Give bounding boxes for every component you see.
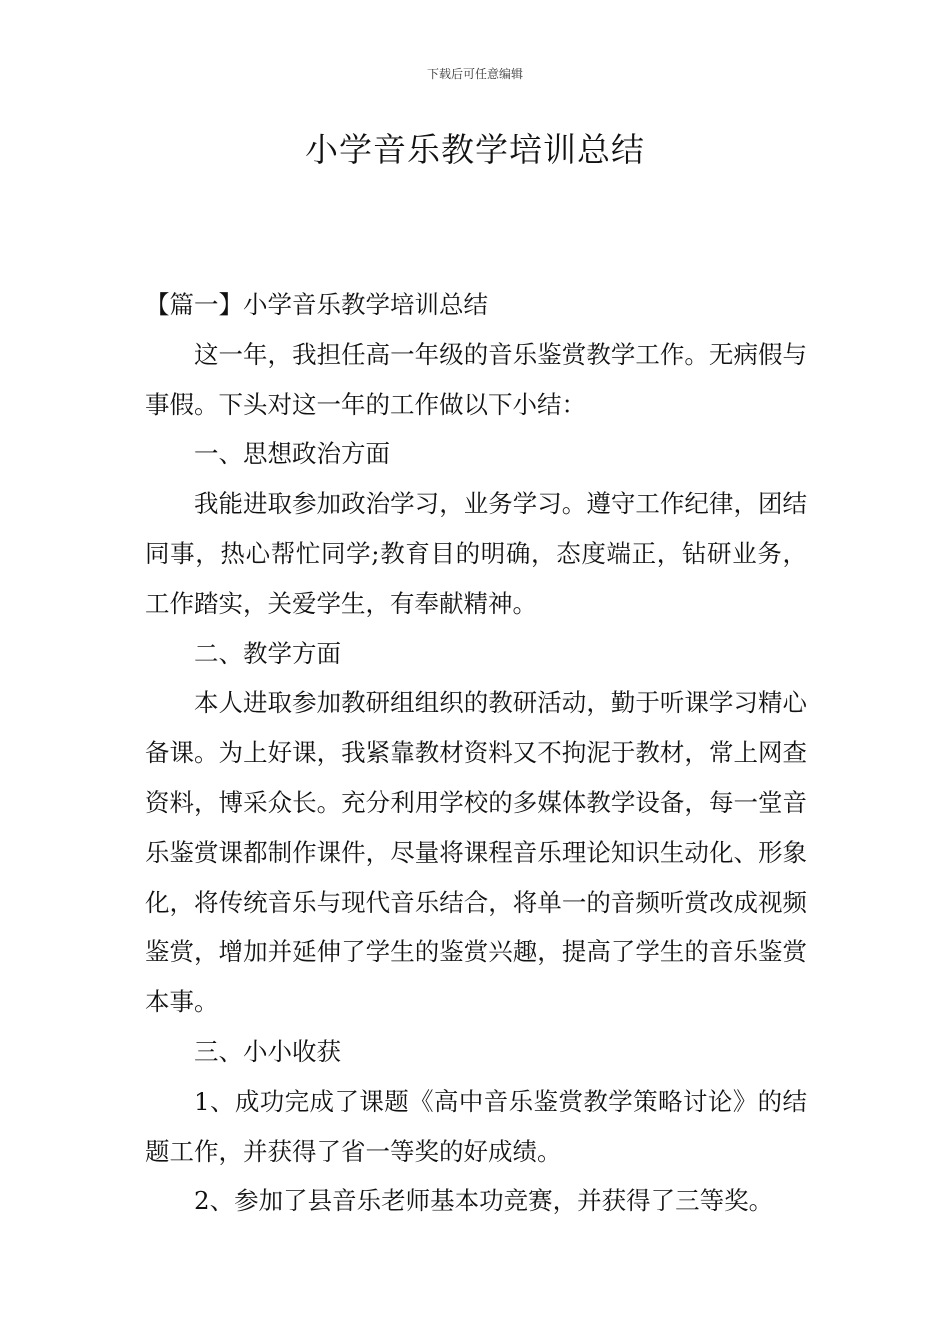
section-heading: 【篇一】小学音乐教学培训总结 bbox=[145, 290, 488, 319]
document-title: 小学音乐教学培训总结 bbox=[305, 130, 645, 169]
paragraph: 1、成功完成了课题《高中音乐鉴赏教学策略讨论》的结题工作，并获得了省一等奖的好成绩。 bbox=[145, 1086, 807, 1166]
paragraph: 我能进取参加政治学习，业务学习。遵守工作纪律，团结同事，热心帮忙同学;教育目的明确，态度端正，钻研业务，工作踏实，关爱学生，有奉献精神。 bbox=[145, 489, 807, 618]
document-body bbox=[145, 280, 807, 1226]
paragraph: 本人进取参加教研组组织的教研活动，勤于听课学习精心备课。为上好课，我紧靠教材资料又不拘泥于教材，常上网查资料，博采众长。充分利用学校的多媒体教学设备，每一堂音乐鉴赏课都制作课件，尽量将课程音乐理论知识生动化、形象化，将传统音乐与现代音乐结合，将单一的音频听赏改成视频鉴赏，增加并延伸了学生的鉴赏兴趣，提高了学生的音乐鉴赏本事。 bbox=[145, 688, 807, 1017]
subheading: 一、思想政治方面 bbox=[194, 439, 390, 469]
header-note: 下载后可任意编辑 bbox=[426, 67, 523, 81]
paragraph: 这一年，我担任高一年级的音乐鉴赏教学工作。无病假与事假。下头对这一年的工作做以下小结： bbox=[145, 339, 807, 419]
subheading: 二、教学方面 bbox=[194, 638, 341, 668]
paragraph: 2、参加了县音乐老师基本功竞赛，并获得了三等奖。 bbox=[194, 1186, 774, 1216]
subheading: 三、小小收获 bbox=[194, 1036, 341, 1066]
